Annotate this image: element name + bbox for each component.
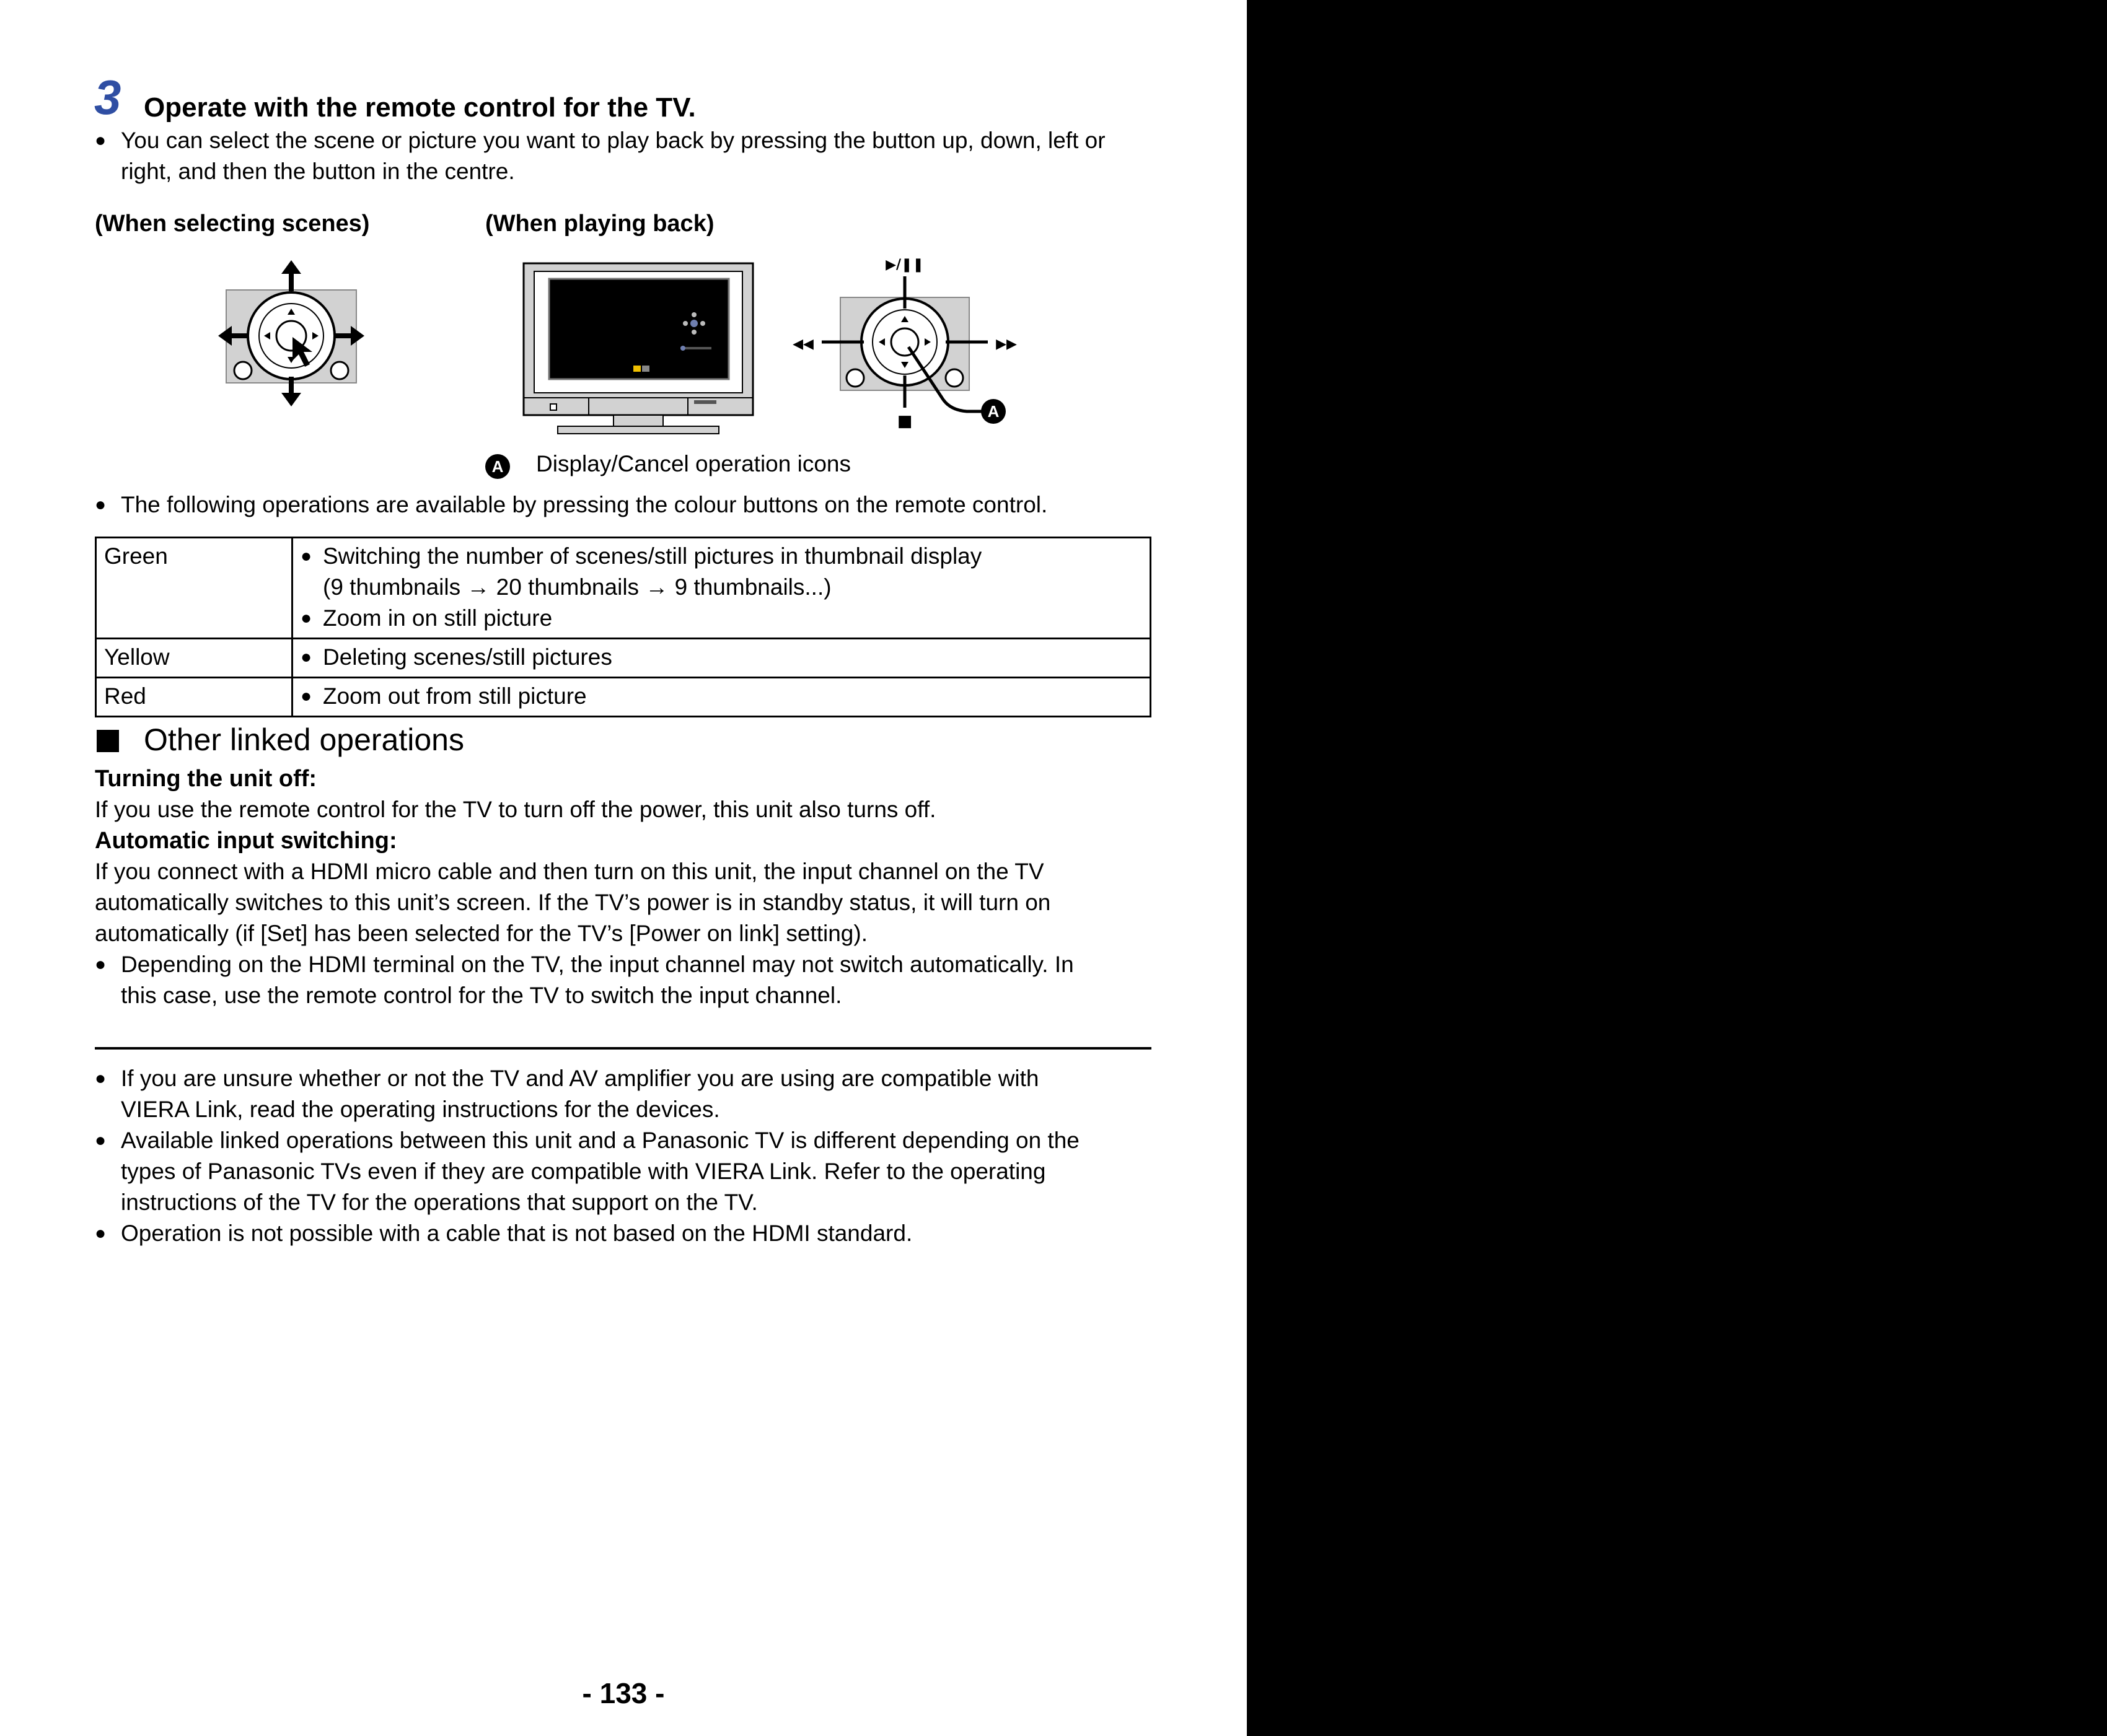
table-row-red — [96, 678, 1151, 717]
note-item — [95, 1125, 1185, 1218]
colour-buttons-intro-text: The following operations are available by pressing the colour buttons on the remote control. — [121, 492, 1048, 517]
note-line: VIERA Link, read the operating instructions for the devices. — [121, 1097, 720, 1122]
step-bullet-line-2: right, and then the button in the centre. — [121, 159, 515, 184]
auto-input-bullet-line-2: this case, use the remote control for the TV to switch the input channel. — [121, 983, 842, 1008]
auto-input-line-2: automatically switches to this unit’s screen. If the TV’s power is in standby status, it will turn on — [95, 890, 1051, 915]
label-selecting-scenes: (When selecting scenes) — [95, 211, 370, 237]
tv-illustration — [521, 260, 756, 440]
page-number: - 133 - — [582, 1677, 665, 1709]
bullet-dot: ● — [301, 686, 312, 706]
turning-off-text: If you use the remote control for the TV to turn off the power, this unit also turns off. — [95, 797, 936, 822]
bullet-dot: ● — [95, 1068, 107, 1089]
auto-input-line-3: automatically (if [Set] has been selected for the TV’s [Power on link] setting). — [95, 921, 868, 946]
rewind-label: ◀◀ — [793, 336, 814, 352]
caption-a-badge: A — [485, 454, 510, 479]
step-bullet — [95, 125, 1185, 187]
section-square-icon — [97, 730, 119, 752]
operation-line: (9 thumbnails → 20 thumbnails → 9 thumbnails...) — [323, 574, 832, 600]
bullet-dot: ● — [95, 954, 107, 975]
bullet-dot: ● — [95, 130, 107, 151]
stop-label: ■ — [897, 412, 913, 431]
colour-cell: Red — [96, 678, 293, 717]
note-line: If you are unsure whether or not the TV and AV amplifier you are using are compatible with — [121, 1066, 1039, 1091]
fast-forward-label: ▶▶ — [996, 336, 1017, 352]
turning-off-heading: Turning the unit off: — [95, 766, 317, 792]
step-title: Operate with the remote control for the TV. — [144, 92, 696, 123]
colour-buttons-intro — [95, 489, 1185, 520]
auto-input-line-1: If you connect with a HDMI micro cable and then turn on this unit, the input channel on the TV — [95, 859, 1044, 884]
label-playing-back: (When playing back) — [485, 211, 715, 237]
operation-line: Zoom in on still picture — [323, 605, 553, 631]
note-line: types of Panasonic TVs even if they are compatible with VIERA Link. Refer to the operating — [121, 1159, 1046, 1184]
operation-cell — [293, 639, 1151, 678]
bullet-dot: ● — [95, 494, 107, 515]
table-row-yellow — [96, 639, 1151, 678]
bullet-dot: ● — [301, 608, 312, 628]
operation-item — [301, 603, 1142, 634]
note-line: Available linked operations between this unit and a Panasonic TV is different depending on the — [121, 1128, 1080, 1153]
auto-input-heading: Automatic input switching: — [95, 828, 397, 854]
operation-item — [301, 541, 1142, 603]
operation-line: Deleting scenes/still pictures — [323, 644, 612, 670]
section-title: Other linked operations — [144, 722, 464, 757]
play-pause-label: ▶/❚❚ — [886, 257, 924, 273]
colour-cell: Yellow — [96, 639, 293, 678]
note-item — [95, 1063, 1185, 1125]
note-item — [95, 1218, 1185, 1249]
bullet-dot: ● — [95, 1130, 107, 1151]
bullet-dot: ● — [301, 546, 312, 566]
bullet-dot: ● — [301, 647, 312, 667]
auto-input-bullet-line-1: Depending on the HDMI terminal on the TV, the input channel may not switch automatically. In — [121, 952, 1074, 977]
note-line: Operation is not possible with a cable that is not based on the HDMI standard. — [121, 1221, 913, 1246]
colour-buttons-table — [95, 537, 1151, 717]
remote-dpad-playback-illustration — [787, 254, 1023, 434]
operation-line: Switching the number of scenes/still pictures in thumbnail display — [323, 543, 982, 569]
operation-item — [301, 681, 1142, 712]
step-number: 3 — [94, 70, 121, 125]
callout-a-letter: A — [987, 402, 1000, 421]
auto-input-bullet — [95, 949, 1185, 1011]
operation-line: Zoom out from still picture — [323, 683, 587, 709]
operation-cell — [293, 678, 1151, 717]
operation-cell — [293, 538, 1151, 639]
colour-cell: Green — [96, 538, 293, 639]
caption-text: Display/Cancel operation icons — [536, 451, 851, 476]
table-row-green — [96, 538, 1151, 639]
step-bullet-line-1: You can select the scene or picture you want to play back by pressing the button up, down, left or — [121, 128, 1106, 153]
notes-divider — [95, 1047, 1151, 1050]
bullet-dot: ● — [95, 1223, 107, 1243]
remote-dpad-selecting-illustration — [217, 260, 366, 409]
note-line: instructions of the TV for the operations that support on the TV. — [121, 1190, 758, 1215]
operation-item — [301, 642, 1142, 673]
